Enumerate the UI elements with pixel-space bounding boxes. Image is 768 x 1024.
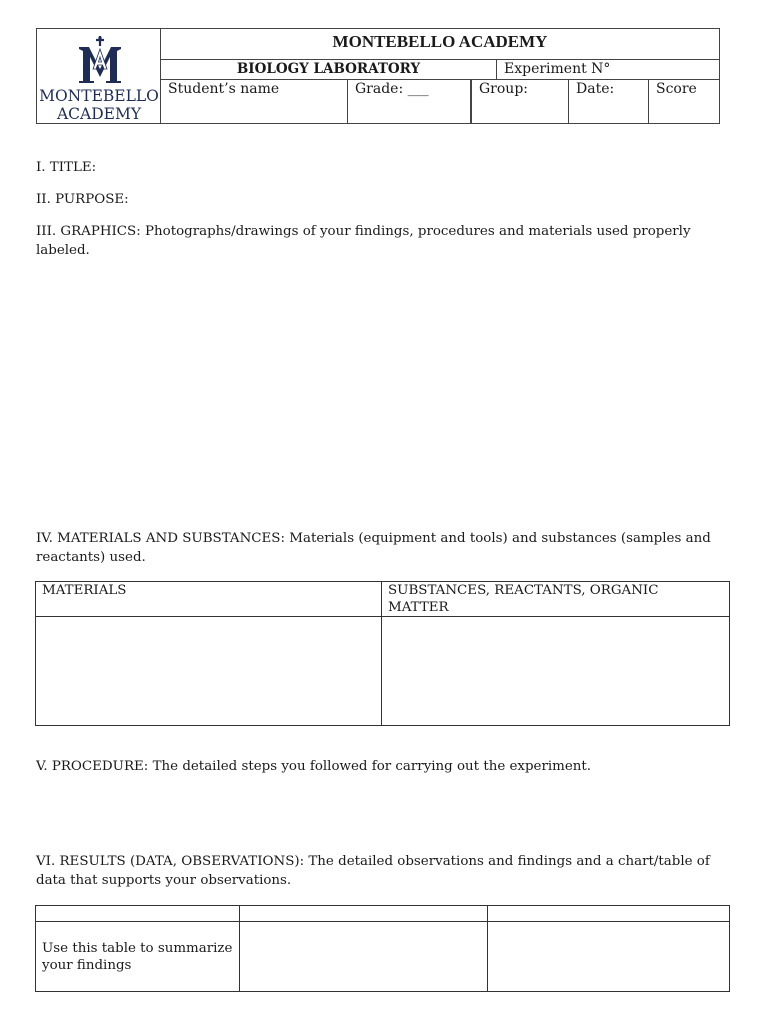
lab-title: BIOLOGY LABORATORY: [161, 60, 497, 79]
header-table: [36, 28, 720, 124]
section-materials: IV. MATERIALS AND SUBSTANCES: Materials (equipment and tools) and substances (samples and reactants) used.: [36, 531, 711, 565]
date-field[interactable]: Date:: [568, 80, 648, 123]
results-header-cell[interactable]: [36, 906, 240, 922]
substances-cell[interactable]: [382, 617, 730, 726]
section-results: VI. RESULTS (DATA, OBSERVATIONS): The detailed observations and findings and a chart/table of data that supports your observations.: [36, 854, 710, 888]
school-title: MONTEBELLO ACADEMY: [161, 29, 719, 60]
materials-table: [35, 581, 730, 726]
group-field[interactable]: Group:: [470, 80, 568, 123]
results-table: [35, 905, 730, 992]
academy-logo-icon: [75, 35, 125, 83]
logo-text-line2: ACADEMY: [56, 105, 142, 123]
results-hint-cell: Use this table to summarize your findings: [36, 922, 240, 992]
section-title: I. TITLE:: [36, 160, 97, 175]
section-procedure: V. PROCEDURE: The detailed steps you followed for carrying out the experiment.: [36, 759, 592, 774]
materials-cell[interactable]: [36, 617, 382, 726]
header-row-lab: [161, 60, 719, 80]
results-header-cell[interactable]: [240, 906, 488, 922]
results-cell[interactable]: [488, 922, 730, 992]
grade-field[interactable]: Grade: ___: [347, 80, 470, 123]
score-field[interactable]: Score: [648, 80, 719, 123]
materials-header: MATERIALS: [36, 582, 382, 617]
logo-cell: [37, 29, 161, 123]
student-name-field[interactable]: Student’s name: [168, 81, 280, 97]
substances-header: SUBSTANCES, REACTANTS, ORGANIC MATTER: [382, 582, 730, 617]
results-cell[interactable]: [240, 922, 488, 992]
section-graphics: III. GRAPHICS: Photographs/drawings of your findings, procedures and materials used properly labeled.: [36, 224, 691, 258]
header-row-fields: [161, 80, 719, 123]
section-purpose: II. PURPOSE:: [36, 192, 129, 207]
results-header-cell[interactable]: [488, 906, 730, 922]
experiment-number-label: Experiment N°: [504, 61, 611, 77]
logo-text-line1: MONTEBELLO: [39, 87, 159, 105]
